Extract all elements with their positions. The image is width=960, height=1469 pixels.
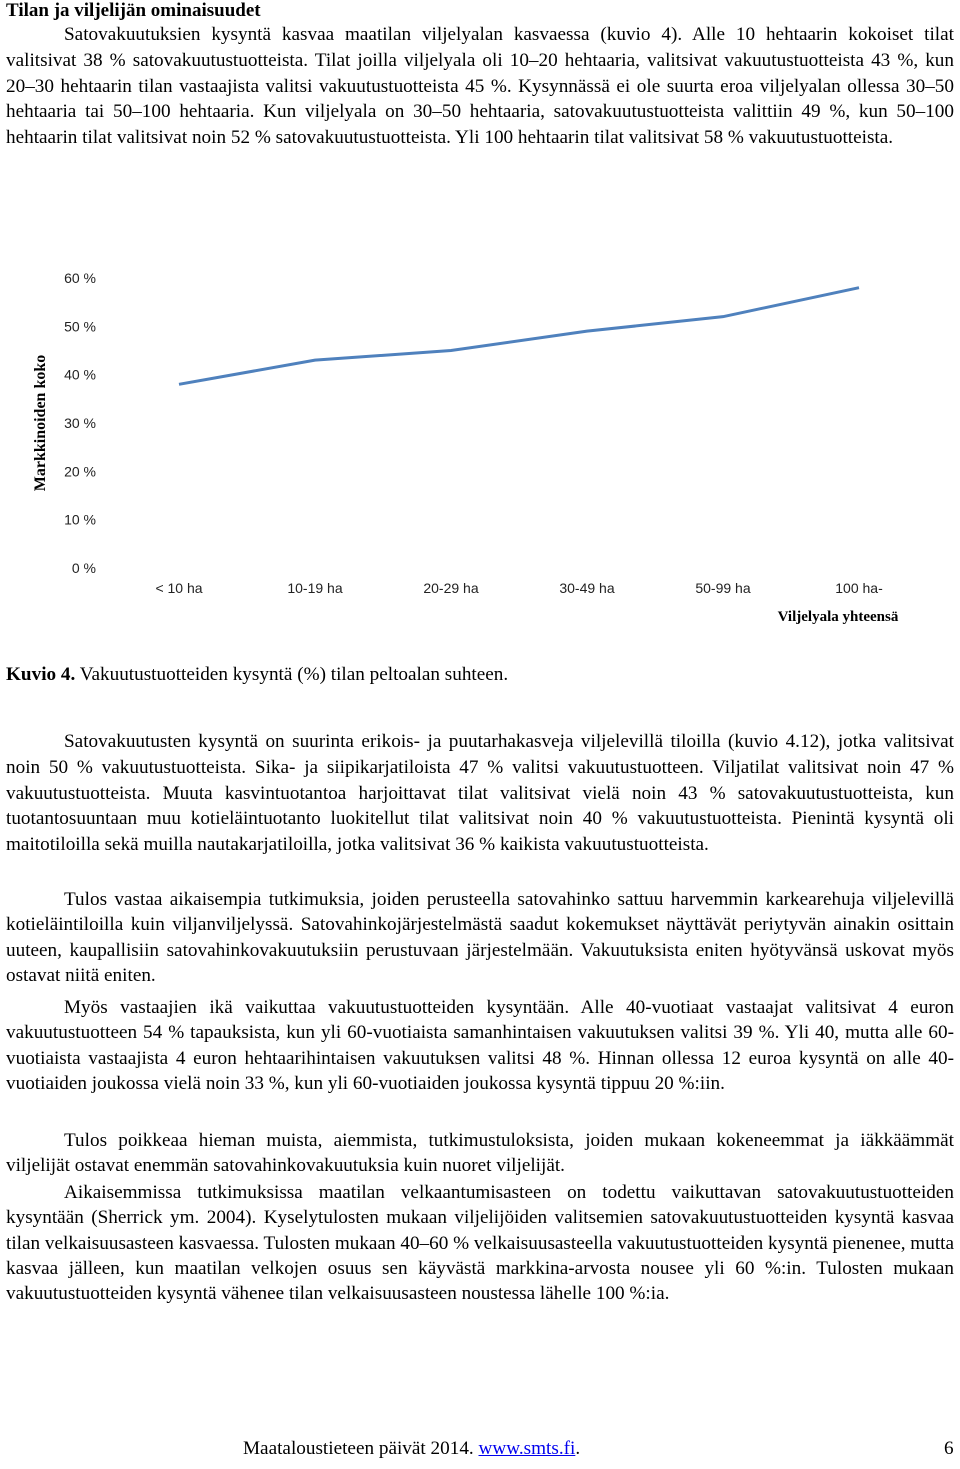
line-chart: [0, 255, 960, 635]
caption-text: Vakuutustuotteiden kysyntä (%) tilan peltoalan suhteen.: [75, 664, 509, 685]
x-tick-labels: [155, 580, 883, 596]
paragraph-earlier-research: Tulos vastaa aikaisempia tutkimuksia, joiden perusteella satovahinko sattuu harvemmin karkearehuja viljelevillä kotieläintiloilla kuin viljanviljelyssä. Satovahinkojärjestelmästä saadut kokemukset näyttävät periytyvän ainakin osittain uuteen, kaupallisiin satovahinkovakuutuksiin perustuvaan järjestelmään. Vakuutuksista eniten hyötyvänsä uskovat myös ostavat niitä eniten.: [6, 889, 954, 986]
figure-caption: [6, 664, 508, 686]
caption-label: Kuvio 4.: [6, 664, 76, 685]
footer-dot: .: [575, 1438, 581, 1459]
section-heading: Tilan ja viljelijän ominaisuudet: [6, 0, 261, 21]
y-tick-label: 40 %: [64, 366, 96, 383]
footer-text: Maataloustieteen päivät 2014.: [243, 1438, 479, 1459]
paragraph-debt: Aikaisemmissa tutkimuksissa maatilan velkaantumisasteen on todettu vaikuttavan satovakuutustuotteiden kysyntään (Sherrick ym. 2004). Kyselytulosten mukaan viljelijöiden valitsemien satovakuutustuotteiden kysyntä kasvaa tilan velkaisuusasteen kasvaessa. Tulosten mukaan 40–60 % velkaisuusasteella vakuutustuotteiden kysyntä pienenee, mutta kasvaa jälleen, kun maatilan velkojen osuus sen käyvästä markkina-arvosta nousee yli 60 %:in. Tulosten mukaan vakuutustuotteiden kysyntä vähenee tilan velkaisuusasteen noustessa lähelle 100 %:ia.: [6, 1182, 954, 1305]
y-tick-label: 0 %: [71, 560, 96, 576]
x-tick-label: < 10 ha: [155, 580, 203, 596]
paragraph-production-type: Satovakuutusten kysyntä on suurinta erikois- ja puutarhakasveja viljelevillä tiloilla (kuvio 4.12), jotka valitsivat noin 50 % vakuutustuotteista. Sika- ja siipikarjatiloista 47 % valitsi vakuutustuotteen. Viljatilat valitsivat noin 47 % vakuutustuotteista. Muuta kasvintuotantoa harjoittavat tilat valitsivat vielä noin 43 % satovakuutustuotteista, kun tuotantosuuntaan muu kotieläintuotanto luokitellut tilat valitsivat noin 40 % vakuutustuotteista. Pienintä kysyntä oli maitotiloilla sekä muilla nautakarjatiloilla, jotka valitsivat 36 % kaikista vakuutustuotteista.: [6, 731, 954, 856]
x-tick-label: 50-99 ha: [695, 580, 751, 596]
paragraph-farm-size: Satovakuutuksien kysyntä kasvaa maatilan viljelyalan kasvaessa (kuvio 4). Alle 10 hehtaarin kokoiset tilat valitsivat 38 % satovakuutustuotteista. Tilat joilla viljelyala oli 10–20 hehtaaria, valitsivat vakuutustuotteista 43 %, kun 20–30 hehtaarin tilan vastaajista valitsi vakuutustuotteista 45 %. Kysynnässä ei ole suurta eroa viljelyalan ollessa 30–50 hehtaaria tai 50–100 hehtaaria. Kun viljelyala on 30–50 hehtaaria, satovakuutustuotteista valittiin 49 %, kun 50–100 hehtaarin tilat valitsivat noin 52 % satovakuutustuotteista. Yli 100 hehtaarin tilat valitsivat 58 % vakuutustuotteista.: [6, 24, 954, 149]
series-line: [179, 288, 859, 385]
x-tick-label: 10-19 ha: [287, 580, 343, 596]
y-tick-label: 10 %: [64, 511, 96, 528]
x-tick-label: 20-29 ha: [423, 580, 479, 596]
y-tick-labels: [64, 270, 96, 576]
y-tick-label: 50 %: [64, 318, 96, 335]
paragraph-age: Myös vastaajien ikä vaikuttaa vakuutustuotteiden kysyntään. Alle 40-vuotiaat vastaajat valitsivat 4 euron vakuutustuotteen 54 % tapauksista, kun yli 60-vuotiaista samanhintaisen vakuutuksen valitsi 39 %. Yli 40, mutta alle 60-vuotiaista vastaajista 4 euron hehtaarihintaisen vakuutuksen valitsi 48 %. Hinnan ollessa 12 euroa kysyntä on alle 40-vuotiaiden joukossa vielä noin 33 %, kun yli 60-vuotiaiden joukossa kysyntä tippuu 20 %:iin.: [6, 997, 954, 1094]
y-tick-label: 20 %: [64, 463, 96, 480]
x-axis-label: Viljelyala yhteensä: [777, 609, 899, 625]
x-tick-label: 100 ha-: [835, 580, 883, 596]
y-axis-label: Markkinoiden koko: [32, 354, 49, 492]
y-tick-label: 60 %: [64, 270, 96, 286]
page-footer: [243, 1438, 580, 1460]
footer-link[interactable]: www.smts.fi: [478, 1438, 576, 1459]
paragraph-deviation: Tulos poikkeaa hieman muista, aiemmista, tutkimustuloksista, joiden mukaan kokeneemmat ja iäkkäämmät viljelijät ostavat enemmän satovahinkovakuutuksia kuin nuoret viljelijät.: [6, 1130, 954, 1177]
x-tick-label: 30-49 ha: [559, 580, 615, 596]
y-tick-label: 30 %: [64, 415, 96, 431]
page-number: 6: [944, 1438, 954, 1459]
